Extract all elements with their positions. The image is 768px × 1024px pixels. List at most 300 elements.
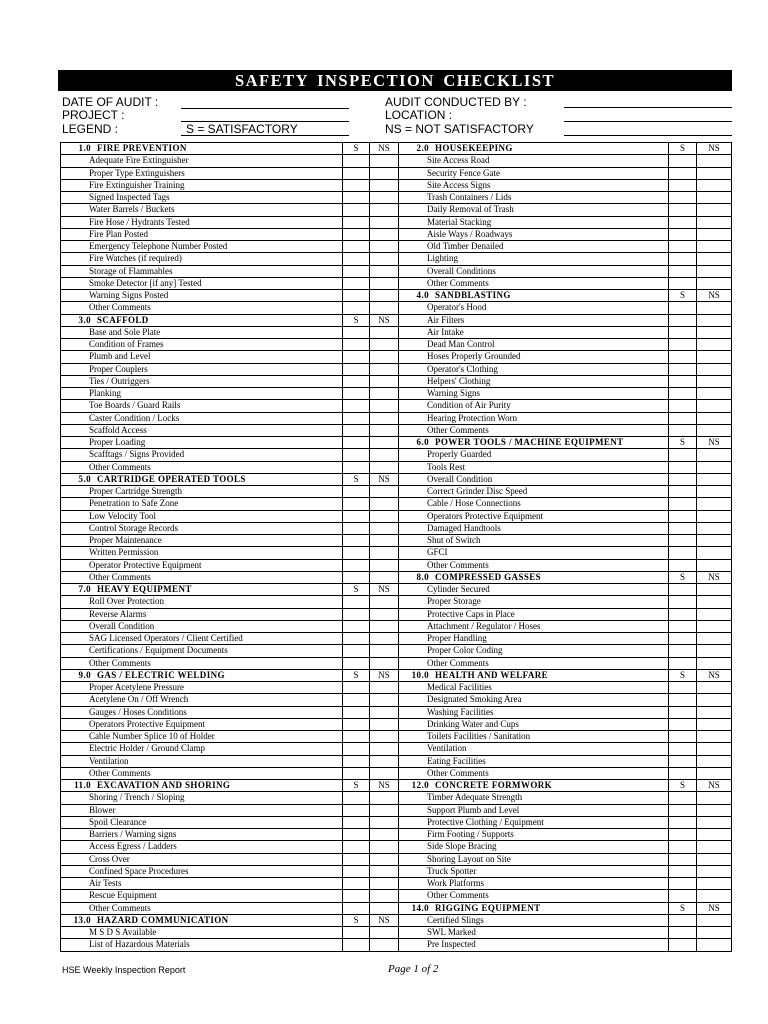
not-satisfactory-checkbox[interactable] [697,424,732,436]
section-header-fire-prevention [61,143,399,155]
not-satisfactory-checkbox[interactable] [370,375,399,387]
not-satisfactory-checkbox[interactable] [697,914,732,926]
not-satisfactory-checkbox[interactable] [370,461,399,473]
not-satisfactory-checkbox[interactable] [697,192,732,204]
not-satisfactory-checkbox[interactable] [697,498,732,510]
not-satisfactory-checkbox[interactable] [697,351,732,363]
satisfactory-checkbox[interactable] [343,767,370,779]
satisfactory-checkbox[interactable] [669,351,697,363]
checklist-row [61,412,399,424]
checklist-row [61,694,399,706]
not-satisfactory-checkbox[interactable] [697,167,732,179]
not-satisfactory-checkbox[interactable] [370,694,399,706]
section-title: SCAFFOLD [97,314,149,325]
not-satisfactory-checkbox[interactable] [697,657,732,669]
not-satisfactory-checkbox[interactable] [697,645,732,657]
satisfactory-checkbox[interactable] [343,559,370,571]
satisfactory-checkbox[interactable] [343,535,370,547]
checklist-item-label: Site Access Road [399,155,669,167]
satisfactory-checkbox[interactable] [343,400,370,412]
checklist-row [61,486,399,498]
not-satisfactory-checkbox[interactable] [370,816,399,828]
satisfactory-checkbox[interactable] [343,204,370,216]
column-header-s: S [343,473,370,485]
checklist-item-label: Control Storage Records [61,522,343,534]
not-satisfactory-checkbox[interactable] [697,277,732,289]
not-satisfactory-checkbox[interactable] [697,596,732,608]
not-satisfactory-checkbox[interactable] [697,755,732,767]
section-number: 4.0 [416,290,429,301]
not-satisfactory-checkbox[interactable] [697,841,732,853]
satisfactory-checkbox[interactable] [669,302,697,314]
not-satisfactory-checkbox[interactable] [370,731,399,743]
not-satisfactory-checkbox[interactable] [697,620,732,632]
checklist-item-label: Toilets Facilities / Sanitation [399,731,669,743]
not-satisfactory-checkbox[interactable] [370,326,399,338]
checklist-row [399,547,732,559]
satisfactory-checkbox[interactable] [343,755,370,767]
checklist-row [61,841,399,853]
satisfactory-checkbox[interactable] [343,326,370,338]
not-satisfactory-checkbox[interactable] [370,559,399,571]
checklist-row [61,388,399,400]
satisfactory-checkbox[interactable] [669,596,697,608]
satisfactory-checkbox[interactable] [669,498,697,510]
section-number: 2.0 [416,143,429,154]
satisfactory-checkbox[interactable] [669,179,697,191]
satisfactory-checkbox[interactable] [343,939,370,951]
satisfactory-checkbox[interactable] [669,939,697,951]
satisfactory-checkbox[interactable] [343,412,370,424]
checklist-row [61,547,399,559]
checklist-row [399,228,732,240]
satisfactory-checkbox[interactable] [343,547,370,559]
not-satisfactory-checkbox[interactable] [370,277,399,289]
not-satisfactory-checkbox[interactable] [370,927,399,939]
satisfactory-checkbox[interactable] [669,878,697,890]
legend-underline [181,135,349,136]
not-satisfactory-checkbox[interactable] [697,743,732,755]
satisfactory-checkbox[interactable] [343,792,370,804]
satisfactory-checkbox[interactable] [343,449,370,461]
not-satisfactory-checkbox[interactable] [697,718,732,730]
not-satisfactory-checkbox[interactable] [697,682,732,694]
not-satisfactory-checkbox[interactable] [697,339,732,351]
checklist-item-label: Other Comments [61,657,343,669]
checklist-item-label: Spoil Clearance [61,816,343,828]
checklist-row [61,816,399,828]
not-satisfactory-checkbox[interactable] [697,412,732,424]
not-satisfactory-checkbox[interactable] [370,339,399,351]
checklist-row [61,228,399,240]
not-satisfactory-checkbox[interactable] [697,216,732,228]
not-satisfactory-checkbox[interactable] [370,228,399,240]
not-satisfactory-checkbox[interactable] [370,571,399,583]
not-satisfactory-checkbox[interactable] [370,204,399,216]
satisfactory-checkbox[interactable] [669,326,697,338]
satisfactory-checkbox[interactable] [669,486,697,498]
satisfactory-checkbox[interactable] [669,167,697,179]
location-field[interactable] [564,121,732,122]
satisfactory-checkbox[interactable] [343,339,370,351]
not-satisfactory-checkbox[interactable] [697,204,732,216]
satisfactory-checkbox[interactable] [343,890,370,902]
satisfactory-checkbox[interactable] [669,400,697,412]
satisfactory-checkbox[interactable] [669,265,697,277]
not-satisfactory-checkbox[interactable] [697,939,732,951]
not-satisfactory-checkbox[interactable] [697,461,732,473]
satisfactory-checkbox[interactable] [343,253,370,265]
satisfactory-checkbox[interactable] [669,816,697,828]
satisfactory-checkbox[interactable] [669,363,697,375]
satisfactory-checkbox[interactable] [669,829,697,841]
satisfactory-checkbox[interactable] [343,706,370,718]
satisfactory-checkbox[interactable] [343,437,370,449]
satisfactory-checkbox[interactable] [343,865,370,877]
not-satisfactory-checkbox[interactable] [697,241,732,253]
satisfactory-checkbox[interactable] [343,228,370,240]
satisfactory-checkbox[interactable] [669,559,697,571]
not-satisfactory-checkbox[interactable] [370,486,399,498]
satisfactory-checkbox[interactable] [669,767,697,779]
not-satisfactory-checkbox[interactable] [370,657,399,669]
not-satisfactory-checkbox[interactable] [370,510,399,522]
checklist-item-label: Cylinder Secured [399,584,669,596]
satisfactory-checkbox[interactable] [343,853,370,865]
not-satisfactory-checkbox[interactable] [370,890,399,902]
satisfactory-checkbox[interactable] [669,388,697,400]
not-satisfactory-checkbox[interactable] [697,633,732,645]
not-satisfactory-checkbox[interactable] [697,878,732,890]
not-satisfactory-checkbox[interactable] [370,939,399,951]
not-satisfactory-checkbox[interactable] [697,400,732,412]
not-satisfactory-checkbox[interactable] [370,767,399,779]
not-satisfactory-checkbox[interactable] [370,645,399,657]
not-satisfactory-checkbox[interactable] [697,890,732,902]
not-satisfactory-checkbox[interactable] [697,792,732,804]
not-satisfactory-checkbox[interactable] [697,375,732,387]
satisfactory-checkbox[interactable] [343,241,370,253]
satisfactory-checkbox[interactable] [669,461,697,473]
not-satisfactory-checkbox[interactable] [370,633,399,645]
not-satisfactory-checkbox[interactable] [370,608,399,620]
satisfactory-checkbox[interactable] [669,241,697,253]
satisfactory-checkbox[interactable] [669,865,697,877]
not-satisfactory-checkbox[interactable] [370,192,399,204]
satisfactory-checkbox[interactable] [669,804,697,816]
satisfactory-checkbox[interactable] [343,277,370,289]
checklist-item-label: Access Egress / Ladders [61,841,343,853]
checklist-item-label: Cable / Hose Connections [399,498,669,510]
satisfactory-checkbox[interactable] [669,755,697,767]
satisfactory-checkbox[interactable] [343,841,370,853]
not-satisfactory-checkbox[interactable] [697,388,732,400]
satisfactory-checkbox[interactable] [343,510,370,522]
satisfactory-checkbox[interactable] [343,192,370,204]
checklist-row [61,878,399,890]
checklist-row [399,326,732,338]
not-satisfactory-checkbox[interactable] [370,902,399,914]
satisfactory-checkbox[interactable] [669,314,697,326]
satisfactory-checkbox[interactable] [669,927,697,939]
satisfactory-checkbox[interactable] [343,645,370,657]
not-satisfactory-checkbox[interactable] [370,179,399,191]
satisfactory-checkbox[interactable] [343,682,370,694]
satisfactory-checkbox[interactable] [343,657,370,669]
satisfactory-checkbox[interactable] [669,608,697,620]
checklist-item-label: Other Comments [61,571,343,583]
satisfactory-checkbox[interactable] [669,375,697,387]
checklist-item-label: Other Comments [61,461,343,473]
satisfactory-checkbox[interactable] [343,596,370,608]
not-satisfactory-checkbox[interactable] [697,853,732,865]
checklist-item-label: Blower [61,804,343,816]
not-satisfactory-checkbox[interactable] [370,792,399,804]
date-of-audit-field[interactable] [181,108,349,109]
not-satisfactory-checkbox[interactable] [370,351,399,363]
satisfactory-checkbox[interactable] [669,914,697,926]
satisfactory-checkbox[interactable] [343,608,370,620]
satisfactory-checkbox[interactable] [343,363,370,375]
footer-report-name: HSE Weekly Inspection Report [62,965,186,975]
not-satisfactory-checkbox[interactable] [370,878,399,890]
satisfactory-checkbox[interactable] [343,731,370,743]
not-satisfactory-checkbox[interactable] [370,718,399,730]
satisfactory-checkbox[interactable] [343,216,370,228]
satisfactory-checkbox[interactable] [343,155,370,167]
not-satisfactory-checkbox[interactable] [697,706,732,718]
satisfactory-checkbox[interactable] [669,657,697,669]
not-satisfactory-checkbox[interactable] [370,706,399,718]
satisfactory-checkbox[interactable] [669,853,697,865]
not-satisfactory-checkbox[interactable] [370,682,399,694]
satisfactory-checkbox[interactable] [669,694,697,706]
not-satisfactory-checkbox[interactable] [370,424,399,436]
satisfactory-checkbox[interactable] [669,890,697,902]
not-satisfactory-checkbox[interactable] [370,535,399,547]
column-header-ns: NS [370,780,399,792]
satisfactory-checkbox[interactable] [669,192,697,204]
satisfactory-checkbox[interactable] [343,424,370,436]
satisfactory-checkbox[interactable] [669,228,697,240]
satisfactory-checkbox[interactable] [343,902,370,914]
not-satisfactory-checkbox[interactable] [370,865,399,877]
not-satisfactory-checkbox[interactable] [697,155,732,167]
satisfactory-checkbox[interactable] [343,633,370,645]
not-satisfactory-checkbox[interactable] [370,155,399,167]
checklist-item-label: Truck Spotter [399,865,669,877]
checklist-item-label: Confined Space Procedures [61,865,343,877]
not-satisfactory-checkbox[interactable] [370,547,399,559]
satisfactory-checkbox[interactable] [669,682,697,694]
checklist-item-label: SWL Marked [399,927,669,939]
not-satisfactory-checkbox[interactable] [697,731,732,743]
not-satisfactory-checkbox[interactable] [697,449,732,461]
not-satisfactory-checkbox[interactable] [370,290,399,302]
not-satisfactory-checkbox[interactable] [697,804,732,816]
satisfactory-checkbox[interactable] [669,155,697,167]
checklist-item-label: Old Timber Denailed [399,241,669,253]
satisfactory-checkbox[interactable] [343,878,370,890]
checklist-item-label: Washing Facilities [399,706,669,718]
satisfactory-checkbox[interactable] [669,424,697,436]
satisfactory-checkbox[interactable] [343,486,370,498]
checklist-row [61,290,399,302]
satisfactory-checkbox[interactable] [669,449,697,461]
satisfactory-checkbox[interactable] [343,620,370,632]
checklist-row [399,596,732,608]
satisfactory-checkbox[interactable] [669,633,697,645]
checklist-row [61,167,399,179]
not-satisfactory-checkbox[interactable] [370,596,399,608]
column-header-s: S [669,143,697,155]
not-satisfactory-checkbox[interactable] [370,265,399,277]
not-satisfactory-checkbox[interactable] [697,584,732,596]
not-satisfactory-checkbox[interactable] [697,559,732,571]
not-satisfactory-checkbox[interactable] [697,535,732,547]
satisfactory-checkbox[interactable] [669,792,697,804]
not-satisfactory-checkbox[interactable] [697,486,732,498]
satisfactory-checkbox[interactable] [343,302,370,314]
checklist-row [61,339,399,351]
not-satisfactory-checkbox[interactable] [370,363,399,375]
satisfactory-checkbox[interactable] [343,461,370,473]
not-satisfactory-checkbox[interactable] [370,449,399,461]
not-satisfactory-checkbox[interactable] [697,363,732,375]
not-satisfactory-checkbox[interactable] [697,326,732,338]
satisfactory-checkbox[interactable] [343,351,370,363]
satisfactory-checkbox[interactable] [343,167,370,179]
not-satisfactory-checkbox[interactable] [697,314,732,326]
satisfactory-checkbox[interactable] [669,645,697,657]
satisfactory-checkbox[interactable] [669,204,697,216]
checklist-row [61,241,399,253]
satisfactory-checkbox[interactable] [343,498,370,510]
satisfactory-checkbox[interactable] [669,584,697,596]
satisfactory-checkbox[interactable] [343,829,370,841]
not-satisfactory-checkbox[interactable] [697,865,732,877]
not-satisfactory-checkbox[interactable] [370,437,399,449]
satisfactory-checkbox[interactable] [343,522,370,534]
checklist-row [61,498,399,510]
satisfactory-checkbox[interactable] [343,743,370,755]
not-satisfactory-checkbox[interactable] [697,522,732,534]
not-satisfactory-checkbox[interactable] [697,302,732,314]
section-title: CONCRETE FORMWORK [435,780,553,791]
satisfactory-checkbox[interactable] [669,473,697,485]
not-satisfactory-checkbox[interactable] [370,620,399,632]
checklist-row [61,375,399,387]
checklist-row [399,767,732,779]
satisfactory-checkbox[interactable] [669,841,697,853]
legend-satisfactory: S = SATISFACTORY [186,122,298,136]
satisfactory-checkbox[interactable] [669,216,697,228]
not-satisfactory-checkbox[interactable] [697,547,732,559]
section-header-sandblasting [399,290,732,302]
not-satisfactory-checkbox[interactable] [697,927,732,939]
not-satisfactory-checkbox[interactable] [370,400,399,412]
not-satisfactory-checkbox[interactable] [370,743,399,755]
satisfactory-checkbox[interactable] [343,571,370,583]
satisfactory-checkbox[interactable] [669,731,697,743]
not-satisfactory-checkbox[interactable] [370,755,399,767]
not-satisfactory-checkbox[interactable] [370,804,399,816]
checklist-table-left [60,142,399,952]
not-satisfactory-checkbox[interactable] [697,179,732,191]
checklist-row [399,559,732,571]
satisfactory-checkbox[interactable] [669,743,697,755]
checklist-item-label: Drinking Water and Cups [399,718,669,730]
satisfactory-checkbox[interactable] [343,375,370,387]
not-satisfactory-checkbox[interactable] [697,767,732,779]
satisfactory-checkbox[interactable] [343,179,370,191]
not-satisfactory-checkbox[interactable] [697,265,732,277]
satisfactory-checkbox[interactable] [343,804,370,816]
checklist-item-label: Hoses Properly Grounded [399,351,669,363]
satisfactory-checkbox[interactable] [669,522,697,534]
not-satisfactory-checkbox[interactable] [370,841,399,853]
not-satisfactory-checkbox[interactable] [370,241,399,253]
satisfactory-checkbox[interactable] [669,510,697,522]
satisfactory-checkbox[interactable] [343,816,370,828]
not-satisfactory-checkbox[interactable] [697,829,732,841]
satisfactory-checkbox[interactable] [343,388,370,400]
satisfactory-checkbox[interactable] [669,706,697,718]
not-satisfactory-checkbox[interactable] [697,816,732,828]
checklist-item-label: Penetration to Safe Zone [61,498,343,510]
audit-conducted-by-field[interactable] [564,107,732,108]
satisfactory-checkbox[interactable] [343,718,370,730]
not-satisfactory-checkbox[interactable] [697,694,732,706]
not-satisfactory-checkbox[interactable] [370,853,399,865]
checklist-item-label: Fire Extinguisher Training [61,179,343,191]
not-satisfactory-checkbox[interactable] [370,498,399,510]
satisfactory-checkbox[interactable] [343,290,370,302]
checklist-row [399,816,732,828]
satisfactory-checkbox[interactable] [669,412,697,424]
checklist-row [399,265,732,277]
satisfactory-checkbox[interactable] [669,253,697,265]
not-satisfactory-checkbox[interactable] [370,216,399,228]
satisfactory-checkbox[interactable] [343,927,370,939]
satisfactory-checkbox[interactable] [669,718,697,730]
not-satisfactory-checkbox[interactable] [697,608,732,620]
satisfactory-checkbox[interactable] [343,265,370,277]
not-satisfactory-checkbox[interactable] [697,253,732,265]
not-satisfactory-checkbox[interactable] [697,510,732,522]
not-satisfactory-checkbox[interactable] [370,412,399,424]
section-header-excavation-and-shoring [61,780,399,792]
not-satisfactory-checkbox[interactable] [370,388,399,400]
satisfactory-checkbox[interactable] [669,535,697,547]
satisfactory-checkbox[interactable] [669,620,697,632]
project-field[interactable] [181,121,349,122]
not-satisfactory-checkbox[interactable] [370,829,399,841]
checklist-row [399,486,732,498]
satisfactory-checkbox[interactable] [669,547,697,559]
not-satisfactory-checkbox[interactable] [370,167,399,179]
not-satisfactory-checkbox[interactable] [370,522,399,534]
not-satisfactory-checkbox[interactable] [370,253,399,265]
not-satisfactory-checkbox[interactable] [697,473,732,485]
satisfactory-checkbox[interactable] [343,694,370,706]
not-satisfactory-checkbox[interactable] [697,228,732,240]
satisfactory-checkbox[interactable] [669,339,697,351]
checklist-item-label: Other Comments [61,767,343,779]
satisfactory-checkbox[interactable] [669,277,697,289]
not-satisfactory-checkbox[interactable] [370,302,399,314]
checklist-item-label: Proper Acetylene Pressure [61,682,343,694]
